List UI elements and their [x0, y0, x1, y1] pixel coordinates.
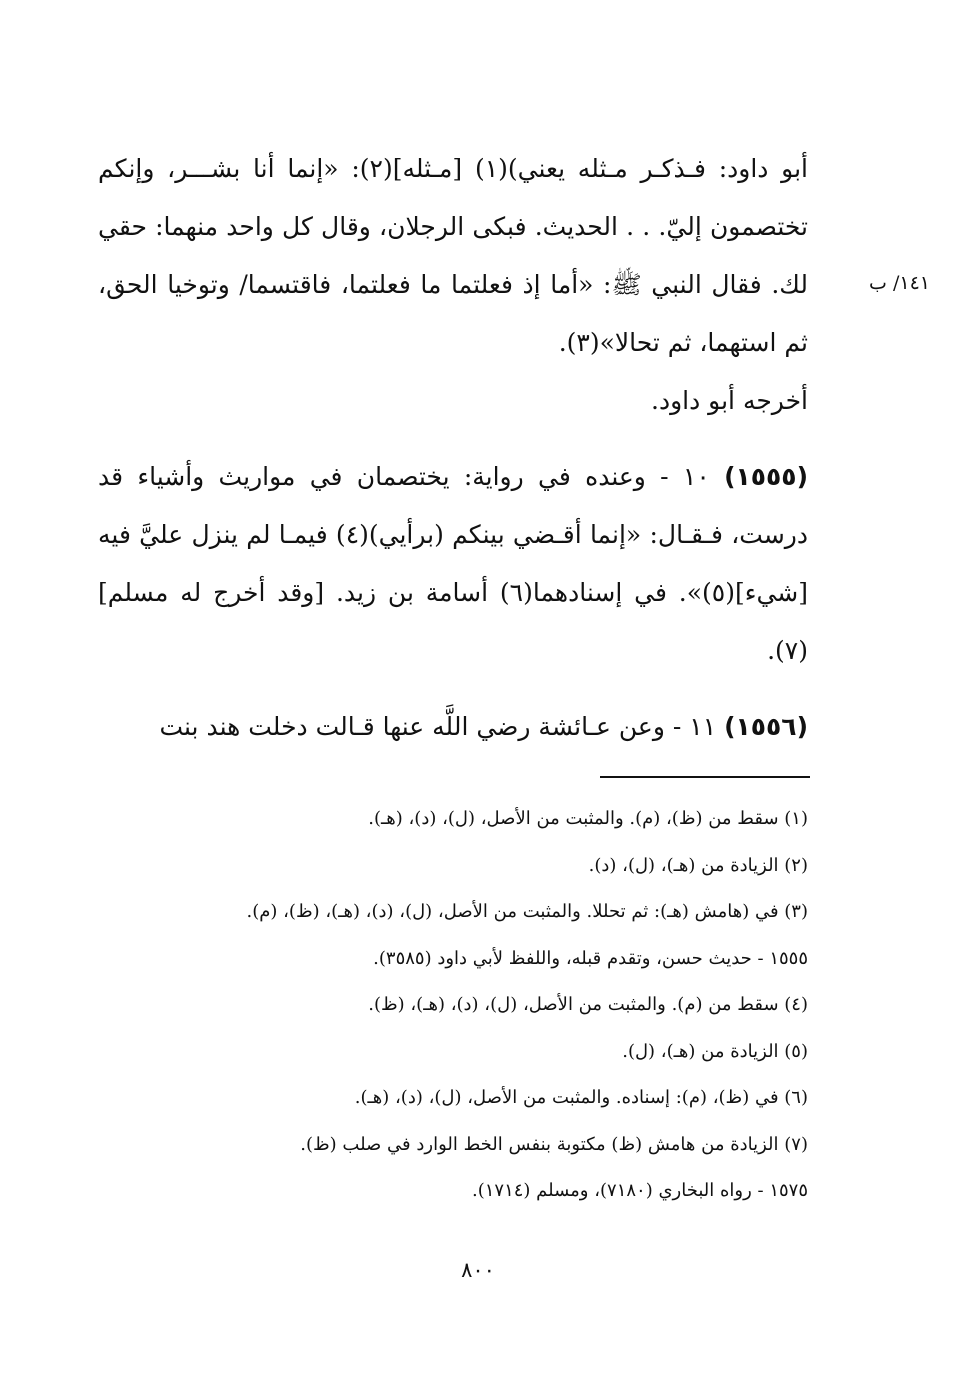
footnote: (٢) الزيادة من (هـ)، (ل)، (د).	[588, 854, 808, 876]
footnote: (٣) في (هامش (هـ): ثم تحللا. والمثبت من الأصل، (ل)، (د)، (هـ)، (ظ)، (م).	[246, 901, 808, 922]
footnote: ١٥٧٥ - رواه البخاري (٧١٨٠)، ومسلم (١٧١٤).	[471, 1180, 808, 1201]
footnote: (٧) الزيادة من هامش (ظ) مكتوبة بنفس الخط الوارد في صلب (ظ).	[300, 1133, 808, 1155]
footnote: (٥) الزيادة من (هـ)، (ل).	[622, 1040, 808, 1062]
footnote: ١٥٥٥ - حديث حسن، وتقدم قبله، واللفظ لأبي داود (٣٥٨٥).	[373, 947, 808, 969]
page-number: ٨٠٠	[461, 1258, 495, 1282]
hadith-number: (١٥٥٥)	[724, 462, 808, 491]
paragraph-abu-dawud: أبو داود: فـذكـر مـثله يعني)(١) [مـثله](٢): «إنما أنا بشـــر، وإنكم تختصمون إليّ. . . الحديث. فبكى الرجلان، وقال كل واحد منهما: حقي لك. فقال النبي ﷺ: «أما إذ فعلتما ما فعلتما، فاقتسما/ وتوخيا الحق، ثم استهما، ثم تحالا»(٣).	[98, 154, 808, 357]
footnotes	[98, 796, 808, 1215]
paragraph-takhrij: أخرجه أبو داود.	[651, 386, 808, 415]
footnote: (١) سقط من (ظ)، (م). والمثبت من الأصل، (ل)، (د)، (هـ).	[368, 808, 808, 829]
hadith-text: ١١ - وعن عـائشة رضي اللَّه عنها قـالت دخلت هند بنت	[159, 712, 717, 741]
footnote: (٤) سقط من (م). والمثبت من الأصل، (ل)، (د)، (هـ)، (ظ).	[368, 994, 808, 1015]
hadith-number: (١٥٥٦)	[724, 712, 808, 741]
footnote: (٦) في (ظ)، (م): إسناده. والمثبت من الأصل، (ل)، (د)، (هـ).	[354, 1087, 808, 1108]
manuscript-folio-reference: ١٤١/ ب	[869, 272, 930, 294]
hadith-1556	[98, 698, 808, 756]
hadith-text: ١٠ - وعنده في رواية: يختصمان في مواريث وأشياء قد درست، فـقـال: «إنما أقـضي بينكم (برأيي)(٤) فيمـا لم ينزل عليَّ فيه [شيء](٥)». في إسنادهما(٦) أسامة بن زيد. [وقد أخرج له مسلم](٧).	[98, 462, 809, 665]
footnote-separator	[600, 776, 810, 778]
main-text	[98, 140, 808, 756]
hadith-1555	[98, 448, 808, 680]
